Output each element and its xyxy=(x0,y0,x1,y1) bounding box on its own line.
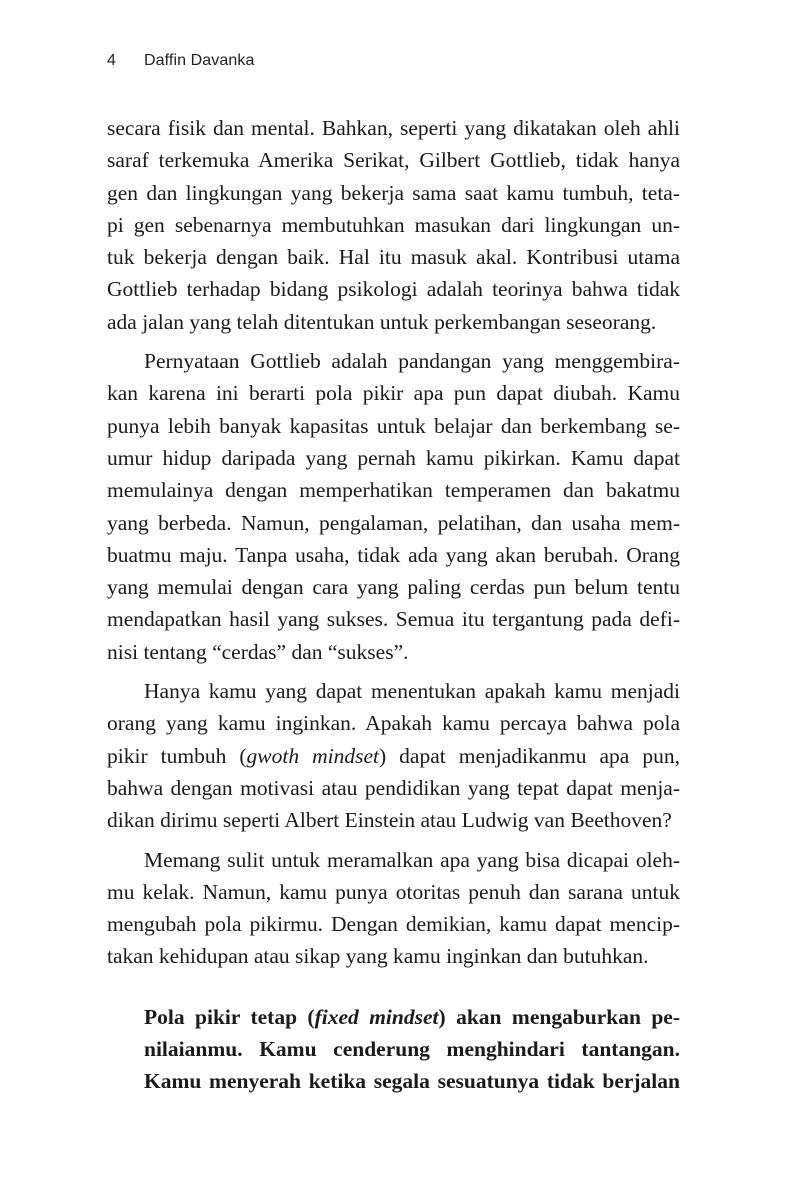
text-line: Hanya kamu yang dapat menentukan apakah kamu menjadi xyxy=(144,679,680,704)
body-text xyxy=(107,112,680,1098)
text-line: Memang sulit untuk meramalkan apa yang bisa dicapai oleh- xyxy=(144,847,680,872)
text-run: Pola pikir tetap ( xyxy=(144,1004,315,1029)
text-line: Gottlieb terhadap bidang psikologi adalah teorinya bahwa tidak xyxy=(107,277,680,302)
text-line: punya lebih banyak kapasitas untuk belajar dan berkembang se- xyxy=(107,413,680,438)
text-line: buatmu maju. Tanpa usaha, tidak ada yang akan berubah. Orang xyxy=(107,542,680,567)
text-line: saraf terkemuka Amerika Serikat, Gilbert Gottlieb, tidak hanya xyxy=(107,148,680,173)
text-line: yang memulai dengan cara yang paling cerdas pun belum tentu xyxy=(107,575,680,600)
text-run: ) dapat menjadikanmu apa pun, xyxy=(378,743,680,768)
callout-quote xyxy=(144,1001,680,1098)
text-line: ada jalan yang telah ditentukan untuk perkembangan seseorang. xyxy=(107,309,657,334)
page-number: 4 xyxy=(107,52,116,69)
text-line: kan karena ini berarti pola pikir apa pun dapat diubah. Kamu xyxy=(107,381,680,406)
text-line: nisi tentang “cerdas” dan “sukses”. xyxy=(107,639,409,664)
text-line: mu kelak. Namun, kamu punya otoritas penuh dan sarana untuk xyxy=(107,879,680,904)
text-line: secara fisik dan mental. Bahkan, seperti yang dikatakan oleh ahli xyxy=(107,116,680,140)
text-line: gen dan lingkungan yang bekerja sama saat kamu tumbuh, teta- xyxy=(107,180,680,205)
text-line: orang yang kamu inginkan. Apakah kamu percaya bahwa pola xyxy=(107,711,680,736)
text-line: Kamu menyerah ketika segala sesuatunya tidak berjalan xyxy=(144,1069,680,1094)
text-line: Pernyataan Gottlieb adalah pandangan yang menggembira- xyxy=(144,349,680,374)
text-line: umur hidup daripada yang pernah kamu pikirkan. Kamu dapat xyxy=(107,445,680,470)
text-line: mengubah pola pikirmu. Dengan demikian, kamu dapat mencip- xyxy=(107,912,680,937)
italic-term: gwoth mindset xyxy=(246,743,379,768)
running-head xyxy=(107,52,255,70)
text-run: ) akan mengaburkan pe- xyxy=(438,1004,681,1029)
text-line xyxy=(144,1001,680,1033)
text-line: takan kehidupan atau sikap yang kamu inginkan dan butuhkan. xyxy=(107,944,649,969)
paragraph-4 xyxy=(107,844,680,973)
paragraph-3 xyxy=(107,675,680,836)
text-line: bahwa dengan motivasi atau pendidikan yang tepat dapat menja- xyxy=(107,775,680,800)
italic-term: fixed mindset xyxy=(314,1004,439,1029)
author-name: Daffin Davanka xyxy=(144,52,255,69)
paragraph-2 xyxy=(107,345,680,668)
text-run: pikir tumbuh ( xyxy=(107,743,247,768)
text-line: nilaianmu. Kamu cenderung menghindari tantangan. xyxy=(144,1037,680,1062)
text-line: memulainya dengan memperhatikan temperamen dan bakatmu xyxy=(107,478,680,503)
text-line: dikan dirimu seperti Albert Einstein atau Ludwig van Beethoven? xyxy=(107,808,672,833)
text-line xyxy=(107,740,680,772)
text-line: tuk bekerja dengan baik. Hal itu masuk akal. Kontribusi utama xyxy=(107,245,680,270)
text-line: mendapatkan hasil yang sukses. Semua itu tergantung pada defi- xyxy=(107,607,680,632)
text-line: yang berbeda. Namun, pengalaman, pelatihan, dan usaha mem- xyxy=(107,510,680,535)
text-line: pi gen sebenarnya membutuhkan masukan dari lingkungan un- xyxy=(107,212,680,237)
paragraph-1 xyxy=(107,112,680,338)
